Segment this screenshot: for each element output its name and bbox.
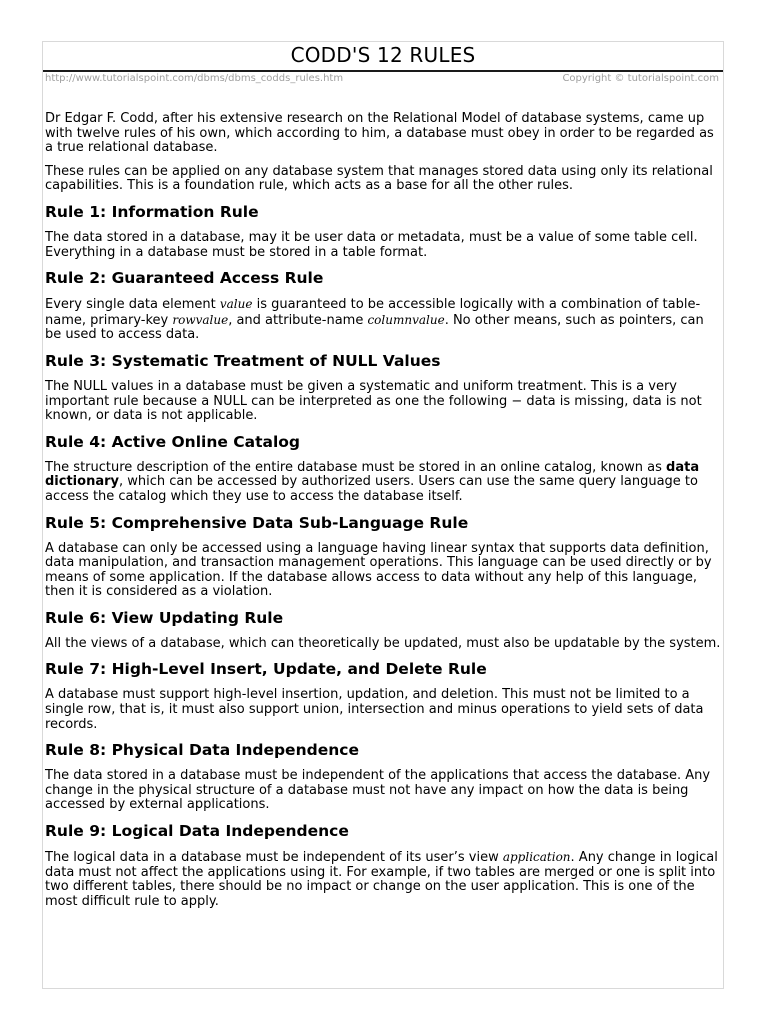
title-divider <box>43 70 723 72</box>
rule-2-term-columnvalue: columnvalue <box>367 312 445 327</box>
page-title: CODD'S 12 RULES <box>290 43 476 67</box>
rule-2-text-part-3: , and attribute-name <box>228 312 368 328</box>
rule-9-term-application: application <box>502 850 571 865</box>
page-frame <box>42 41 724 989</box>
article-body <box>45 112 723 918</box>
rule-5-text: A database can only be accessed using a language having linear syntax that supports data definition, data manipulation, and transaction management operations. This language can be used directly or by means of some application. If the database allows access to data without any help of this language, then it is considered as a violation. <box>45 540 712 600</box>
source-url: http://www.tutorialspoint.com/dbms/dbms_codds_rules.htm <box>45 73 344 84</box>
rule-2-term-rowvalue: rowvalue <box>172 312 229 327</box>
rule-3-heading: Rule 3: Systematic Treatment of NULL Values <box>45 351 441 370</box>
rule-9-text-part-1: The logical data in a database must be independent of its user’s view <box>45 850 503 866</box>
rule-4-bold-term: data dictionary <box>45 459 700 490</box>
rule-8-text: The data stored in a database must be independent of the applications that access the database. Any change in the physical structure of a database must not have any impact on how the data is being accessed by external applications. <box>45 768 711 813</box>
rule-9-text <box>45 850 723 909</box>
rule-2-term-value: value <box>219 297 253 312</box>
copyright-notice: Copyright © tutorialspoint.com <box>562 73 719 84</box>
rule-2-text <box>45 297 723 343</box>
rule-2-heading: Rule 2: Guaranteed Access Rule <box>45 269 324 288</box>
rule-2-text-part-4: . No other means, such as pointers, can be used to access data. <box>45 312 704 343</box>
rule-1-heading: Rule 1: Information Rule <box>45 202 259 221</box>
rule-6-heading: Rule 6: View Updating Rule <box>45 608 284 627</box>
rule-7-heading: Rule 7: High-Level Insert, Update, and Delete Rule <box>45 660 487 679</box>
rule-9-heading: Rule 9: Logical Data Independence <box>45 822 349 841</box>
rule-4-text-part-1: The structure description of the entire database must be stored in an online catalog, known as <box>45 459 667 475</box>
intro-paragraph-2: These rules can be applied on any database system that manages stored data using only its relational capabilities. This is a foundation rule, which acts as a base for all the other rules. <box>45 163 713 194</box>
rule-1-text: The data stored in a database, may it be user data or metadata, must be a value of some table cell. Everything in a database must be stored in a table format. <box>45 229 698 260</box>
rule-6-text: All the views of a database, which can theoretically be updated, must also be updatable by the system. <box>45 635 721 651</box>
rule-5-heading: Rule 5: Comprehensive Data Sub-Language Rule <box>45 513 469 532</box>
rule-7-text: A database must support high-level insertion, updation, and deletion. This must not be limited to a single row, that is, it must also support union, intersection and minus operations to yield sets of data records. <box>45 687 704 732</box>
intro-paragraph-1: Dr Edgar F. Codd, after his extensive research on the Relational Model of database systems, came up with twelve rules of his own, which according to him, a database must obey in order to be regarded as a true relational database. <box>45 111 714 156</box>
rule-4-text-part-2: , which can be accessed by authorized users. Users can use the same query language to access the catalog which they use to access the database itself. <box>45 474 698 504</box>
rule-8-heading: Rule 8: Physical Data Independence <box>45 741 359 760</box>
rule-2-text-part-2: is guaranteed to be accessible logically with a combination of table-name, primary-key <box>45 297 701 328</box>
rule-4-text <box>45 461 723 505</box>
rule-4-heading: Rule 4: Active Online Catalog <box>45 432 301 451</box>
rule-2-text-part-1: Every single data element <box>45 297 220 313</box>
rule-9-text-part-2: . Any change in logical data must not affect the applications using it. For example, if two tables are merged or one is split into two different tables, there should be no impact or change on the user application. This is one of the most difficult rule to apply. <box>45 850 718 909</box>
rule-3-text: The NULL values in a database must be given a systematic and uniform treatment. This is a very important rule because a NULL can be interpreted as one the following − data is missing, data is not known, or data is not applicable. <box>45 378 702 424</box>
